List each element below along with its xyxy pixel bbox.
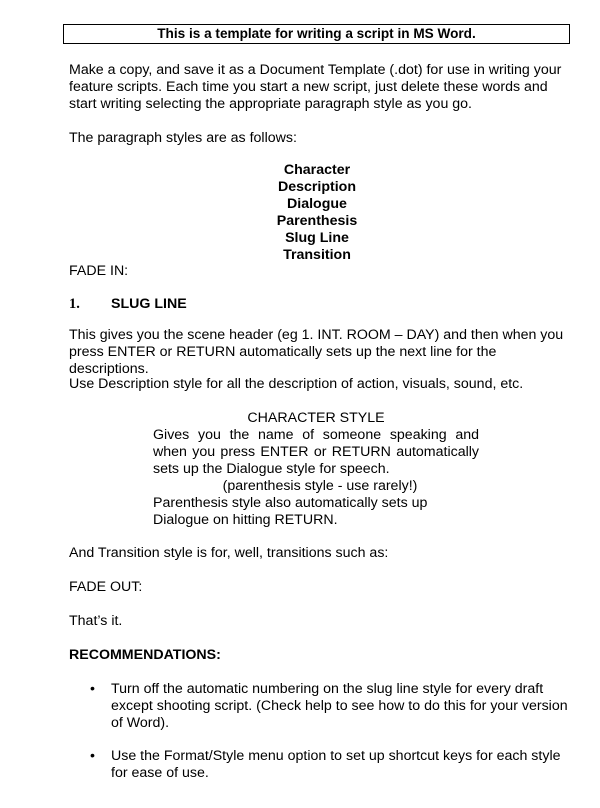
style-transition: Transition	[283, 247, 351, 263]
recommendation-text: Use the Format/Style menu option to set up shortcut keys for each style for ease of use.	[111, 748, 561, 781]
slug-number: 1.	[69, 296, 80, 312]
character-example-block	[153, 410, 479, 529]
style-character: Character	[283, 162, 351, 178]
document-title-box	[63, 24, 570, 44]
parenthesis-text: (parenthesis style - use rarely!)	[222, 478, 418, 494]
recommendations-heading: RECOMMENDATIONS:	[69, 647, 221, 663]
dialogue-text-2: Parenthesis style also automatically sets up Dialogue on hitting RETURN.	[153, 495, 428, 528]
bullet-icon: •	[90, 748, 95, 764]
recommendation-text: Turn off the automatic numbering on the slug line style for every draft except shooting script. (Check help to see how to do this for your version of Word).	[111, 681, 568, 731]
style-description: Description	[277, 179, 357, 195]
style-slug-line: Slug Line	[285, 230, 349, 246]
intro-paragraph: Make a copy, and save it as a Document Template (.dot) for use in writing your feature scripts. Each time you start a new script, just delete these words and start writing selecting the appropriate paragraph style as you go.	[69, 62, 562, 112]
document-title: This is a template for writing a script in MS Word.	[157, 26, 476, 41]
paragraph-styles-list	[200, 162, 434, 264]
slug-line-heading	[69, 296, 187, 313]
dialogue-text: Gives you the name of someone speaking and when you press ENTER or RETURN automatically sets up the Dialogue style for speech.	[153, 427, 479, 477]
thats-it: That’s it.	[69, 613, 123, 629]
fade-in: FADE IN:	[69, 263, 129, 279]
slug-description: This gives you the scene header (eg 1. INT. ROOM – DAY) and then when you press ENTER or RETURN automatically sets up the next line for the descriptions.	[69, 327, 564, 377]
description-note: Use Description style for all the description of action, visuals, sound, etc.	[69, 376, 524, 392]
slug-label: SLUG LINE	[111, 296, 187, 312]
fade-out: FADE OUT:	[69, 579, 143, 595]
style-dialogue: Dialogue	[287, 196, 347, 212]
bullet-icon: •	[90, 681, 95, 697]
styles-intro: The paragraph styles are as follows:	[69, 130, 297, 146]
style-parenthesis: Parenthesis	[276, 213, 358, 229]
character-name: CHARACTER STYLE	[247, 410, 385, 426]
transition-note: And Transition style is for, well, transitions such as:	[69, 545, 389, 561]
